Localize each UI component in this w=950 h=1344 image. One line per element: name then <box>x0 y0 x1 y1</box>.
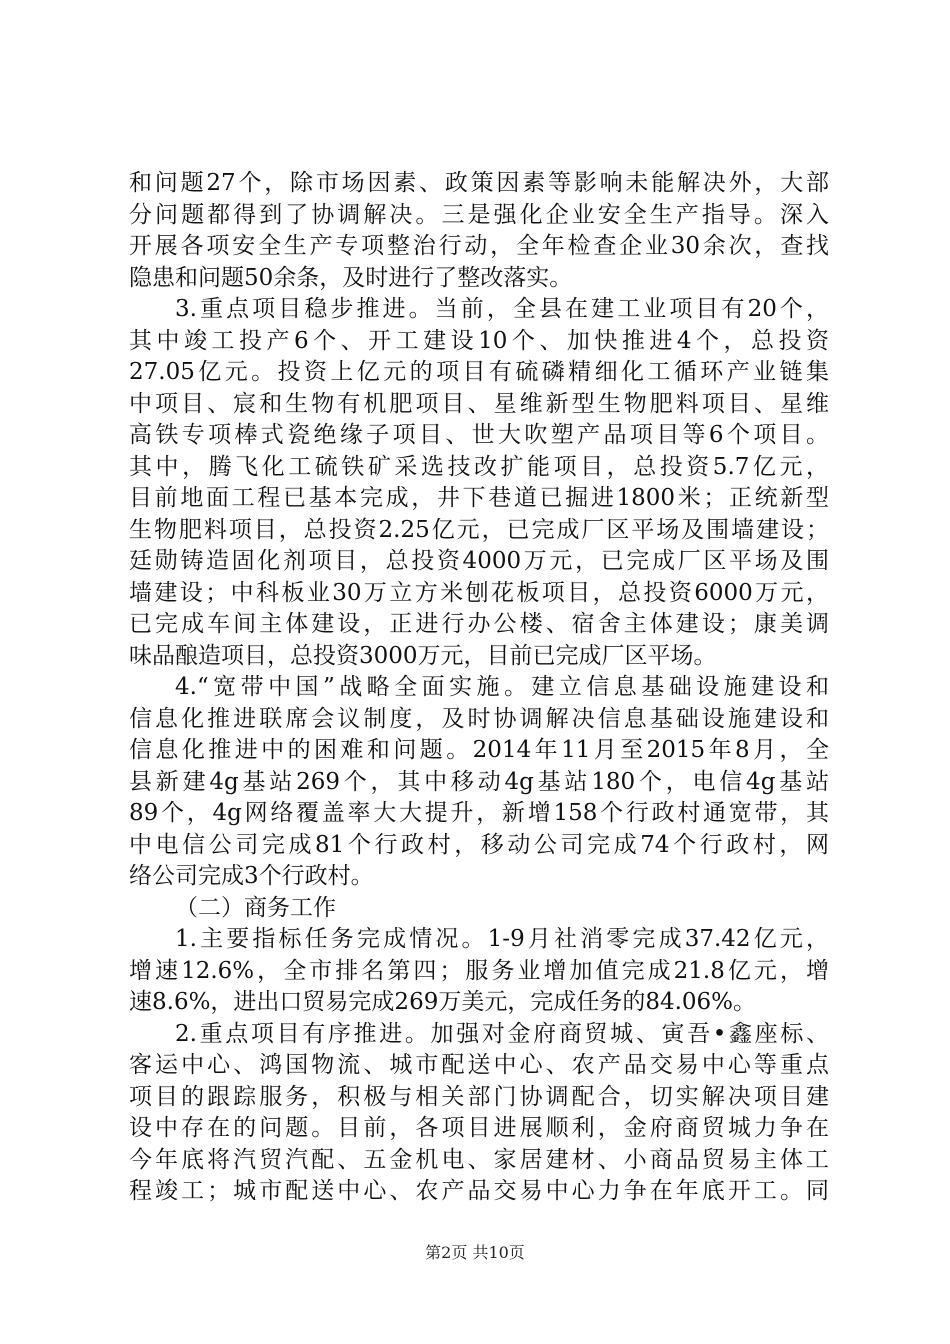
text-line: 分问题都得到了协调解决。三是强化企业安全生产指导。深入 <box>129 201 829 228</box>
text-line: 味品酿造项目，总投资3000万元，目前已完成厂区平场。 <box>129 642 717 669</box>
text-line: 89个，4g网络覆盖率大大提升，新增158个行政村通宽带，其 <box>129 800 829 826</box>
text-line: 今年底将汽贸汽配、五金机电、家居建材、小商品贸易主体工 <box>129 1146 829 1173</box>
text-line: 已完成车间主体建设，正进行办公楼、宿舍主体建设；康美调 <box>129 611 829 637</box>
text-line: 速8.6%，进出口贸易完成269万美元，完成任务的84.06%。 <box>129 989 757 1015</box>
text-line: 开展各项安全生产专项整治行动，全年检查企业30余次，查找 <box>129 233 829 259</box>
text-line: 络公司完成3个行政村。 <box>129 863 374 889</box>
text-line: 2.重点项目有序推进。加强对金府商贸城、寅吾•鑫座标、 <box>175 1020 829 1047</box>
text-line: 其中竣工投产6个、开工建设10个、加快推进4个，总投资 <box>129 327 829 354</box>
section-heading: （二）商务工作 <box>175 894 336 921</box>
text-line: 县新建4g基站269个，其中移动4g基站180个，电信4g基站 <box>129 768 829 795</box>
text-line: 墙建设；中科板业30万立方米刨花板项目，总投资6000万元， <box>129 579 829 606</box>
text-line: 目前地面工程已基本完成，井下巷道已掘进1800米；正统新型 <box>129 485 829 511</box>
document-body <box>129 168 829 1208</box>
text-line: 客运中心、鸿国物流、城市配送中心、农产品交易中心等重点 <box>129 1052 829 1078</box>
text-line: 中项目、宸和生物有机肥项目、星维新型生物肥料项目、星维 <box>129 390 829 417</box>
text-line: 信息化推进中的困难和问题。2014年11月至2015年8月，全 <box>129 737 829 763</box>
text-line: 和问题27个，除市场因素、政策因素等影响未能解决外，大部 <box>129 170 829 196</box>
text-line: 3.重点项目稳步推进。当前，全县在建工业项目有20个， <box>175 296 829 322</box>
text-line: 隐患和问题50余条，及时进行了整改落实。 <box>129 264 573 291</box>
text-line: 增速12.6%，全市排名第四；服务业增加值完成21.8亿元，增 <box>129 957 829 984</box>
text-line: 27.05亿元。投资上亿元的项目有硫磷精细化工循环产业链集 <box>129 359 829 385</box>
text-line: 高铁专项棒式瓷绝缘子项目、世大吹塑产品项目等6个项目。 <box>129 422 829 448</box>
text-line: 1.主要指标任务完成情况。1-9月社消零完成37.42亿元， <box>175 926 829 952</box>
page-number-footer: 第2页 共10页 <box>425 1243 525 1262</box>
text-line: 设中存在的问题。目前，各项目进展顺利，金府商贸城力争在 <box>129 1115 829 1141</box>
text-line: 项目的跟踪服务，积极与相关部门协调配合，切实解决项目建 <box>129 1083 829 1110</box>
text-line: 生物肥料项目，总投资2.25亿元，已完成厂区平场及围墙建设； <box>129 516 829 543</box>
text-line: 中电信公司完成81个行政村，移动公司完成74个行政村，网 <box>129 831 829 858</box>
text-line: 其中，腾飞化工硫铁矿采选技改扩能项目，总投资5.7亿元， <box>129 453 829 480</box>
text-line: 4.“宽带中国”战略全面实施。建立信息基础设施建设和 <box>175 674 829 700</box>
text-line: 程竣工；城市配送中心、农产品交易中心力争在年底开工。同 <box>129 1178 829 1204</box>
text-line: 廷勋铸造固化剂项目，总投资4000万元，已完成厂区平场及围 <box>129 548 829 574</box>
text-line: 信息化推进联席会议制度，及时协调解决信息基础设施建设和 <box>129 705 829 732</box>
